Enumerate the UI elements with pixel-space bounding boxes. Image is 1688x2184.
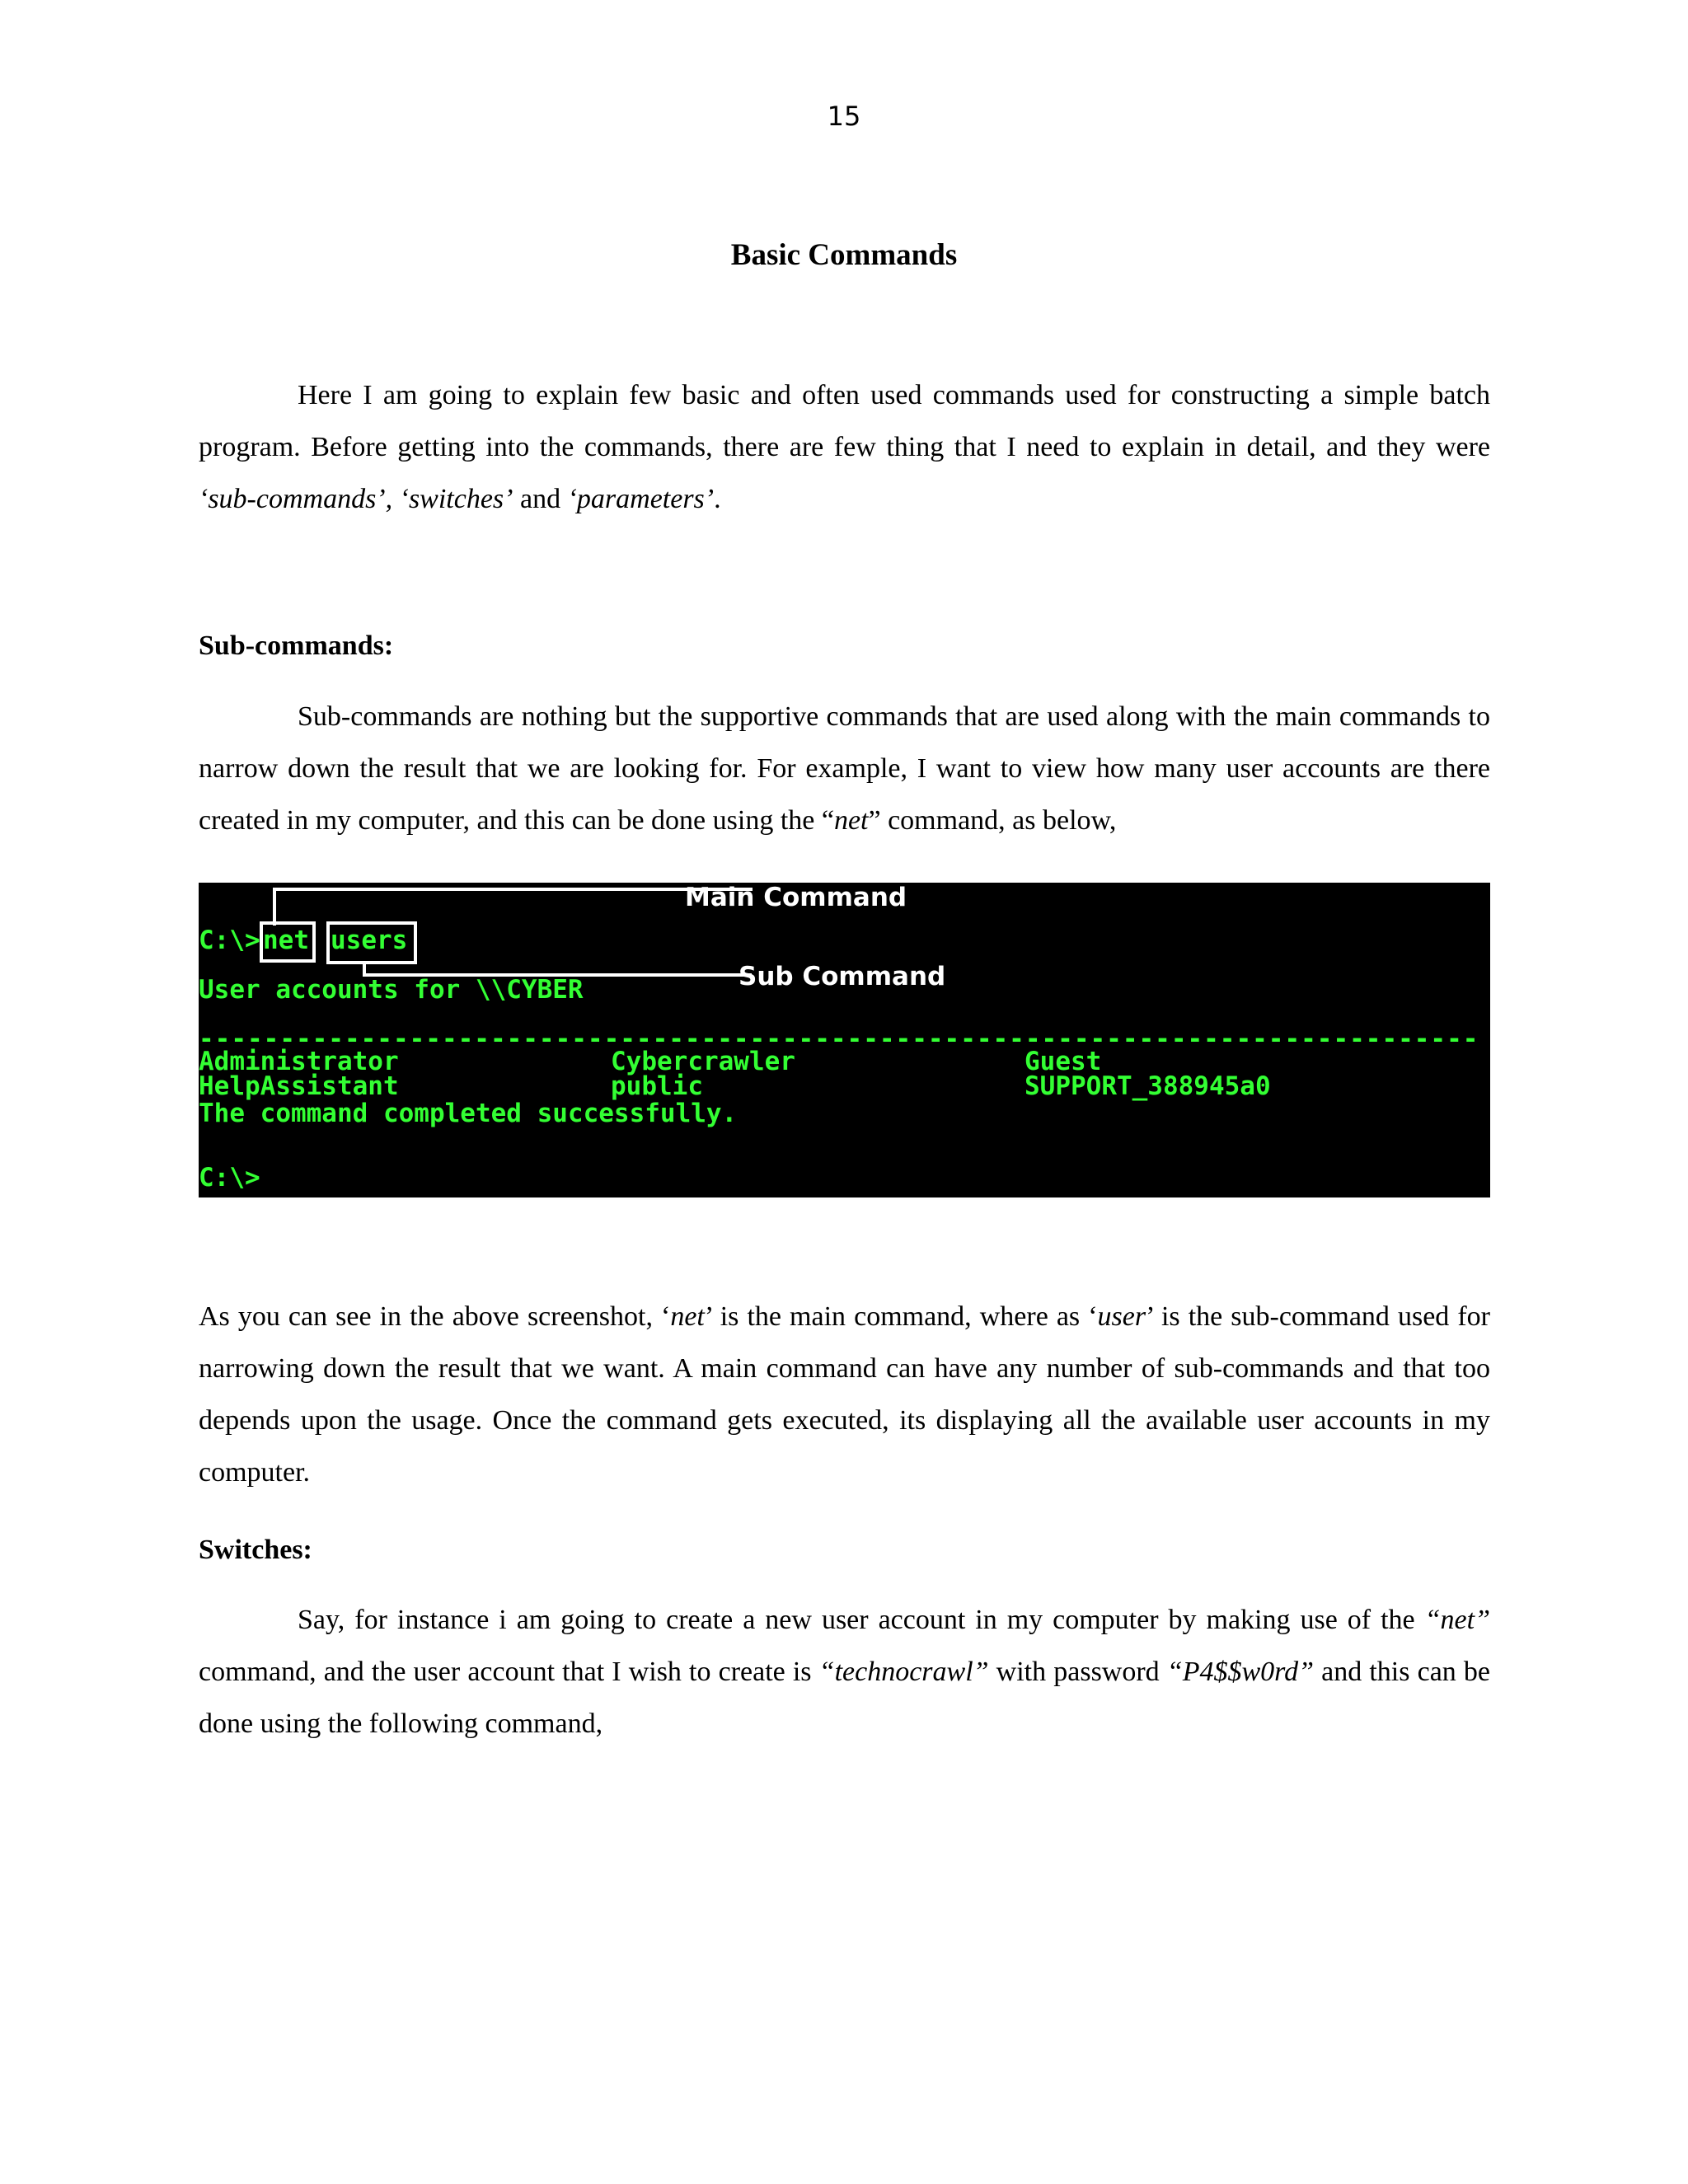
- main-command-text: net: [263, 926, 309, 955]
- switches-em-net: “net”: [1424, 1605, 1490, 1635]
- intro-and: and: [513, 484, 568, 514]
- final-prompt: C:\>: [199, 1163, 260, 1193]
- account-column-3: [1025, 1049, 1271, 1099]
- page-title: Basic Commands: [730, 238, 958, 272]
- account-name: Administrator: [199, 1047, 399, 1076]
- explanation-paragraph: [199, 1291, 1490, 1498]
- switches-heading: Switches:: [199, 1535, 312, 1565]
- switches-em-user: “technocrawl”: [818, 1657, 989, 1687]
- subcommands-text: Sub-commands are nothing but the supportive commands that are used along with the main commands to narrow down the result that we are looking for. For example, I want to view how many user accounts are there created in my computer, and this can be done using the “: [199, 701, 1490, 836]
- switches-text: and this can be done using the following command,: [199, 1657, 1490, 1739]
- main-command-connector-horizontal: [273, 888, 753, 891]
- account-name: HelpAssistant: [199, 1071, 399, 1101]
- main-command-label: Main Command: [685, 883, 907, 912]
- account-name: Guest: [1025, 1047, 1102, 1076]
- completed-line: The command completed successfully.: [199, 1099, 738, 1128]
- sub-command-label: Sub Command: [738, 962, 946, 991]
- accounts-line: User accounts for \\CYBER: [199, 975, 584, 1005]
- subcommands-heading: Sub-commands:: [199, 630, 394, 661]
- explanation-em-net: net: [670, 1301, 705, 1332]
- explanation-text: As you can see in the above screenshot, ‘: [199, 1301, 671, 1332]
- intro-term-2: ‘parameters’: [567, 484, 715, 514]
- prompt-text: C:\>: [199, 926, 260, 955]
- explanation-text: ’ is the sub-command used for narrowing down the result that we want. A main command can have any number of sub-commands and that too depends upon the usage. Once the command gets executed, its displaying all the available user accounts in my computer.: [199, 1301, 1490, 1488]
- switches-em-password: “P4$$w0rd”: [1166, 1657, 1315, 1687]
- account-name: SUPPORT_388945a0: [1025, 1071, 1271, 1101]
- intro-end: .: [714, 484, 721, 514]
- switches-paragraph: [199, 1594, 1490, 1750]
- terminal-screenshot: [199, 883, 1490, 1197]
- switches-text: with password: [988, 1657, 1167, 1687]
- intro-term-1: ‘sub-commands’, ‘switches’: [199, 484, 513, 514]
- subcommands-em: net: [833, 805, 869, 836]
- intro-text: Here I am going to explain few basic and often used commands used for constructing a simple batch program. Before getting into the commands, there are few thing that I need to explain in detail, and they were: [199, 380, 1490, 462]
- account-name: Cybercrawler: [611, 1047, 795, 1076]
- account-name: public: [611, 1071, 703, 1101]
- switches-text: Say, for instance i am going to create a new user account in my computer by making use of the: [298, 1605, 1425, 1635]
- sub-command-text: users: [331, 926, 408, 955]
- subcommands-paragraph: [199, 691, 1490, 846]
- intro-paragraph: [199, 369, 1490, 525]
- separator-line: -------------------------------------------------------------------------------: [199, 1024, 1479, 1054]
- account-column-1: [199, 1049, 399, 1099]
- switches-text: command, and the user account that I wish to create is: [199, 1657, 819, 1687]
- subcommands-text-end: ” command, as below,: [868, 805, 1117, 836]
- account-column-2: [611, 1049, 795, 1099]
- page-number: 15: [827, 101, 861, 132]
- explanation-em-user: user: [1097, 1301, 1146, 1332]
- main-command-connector-vertical: [273, 888, 276, 926]
- explanation-text: ’ is the main command, where as ‘: [704, 1301, 1098, 1332]
